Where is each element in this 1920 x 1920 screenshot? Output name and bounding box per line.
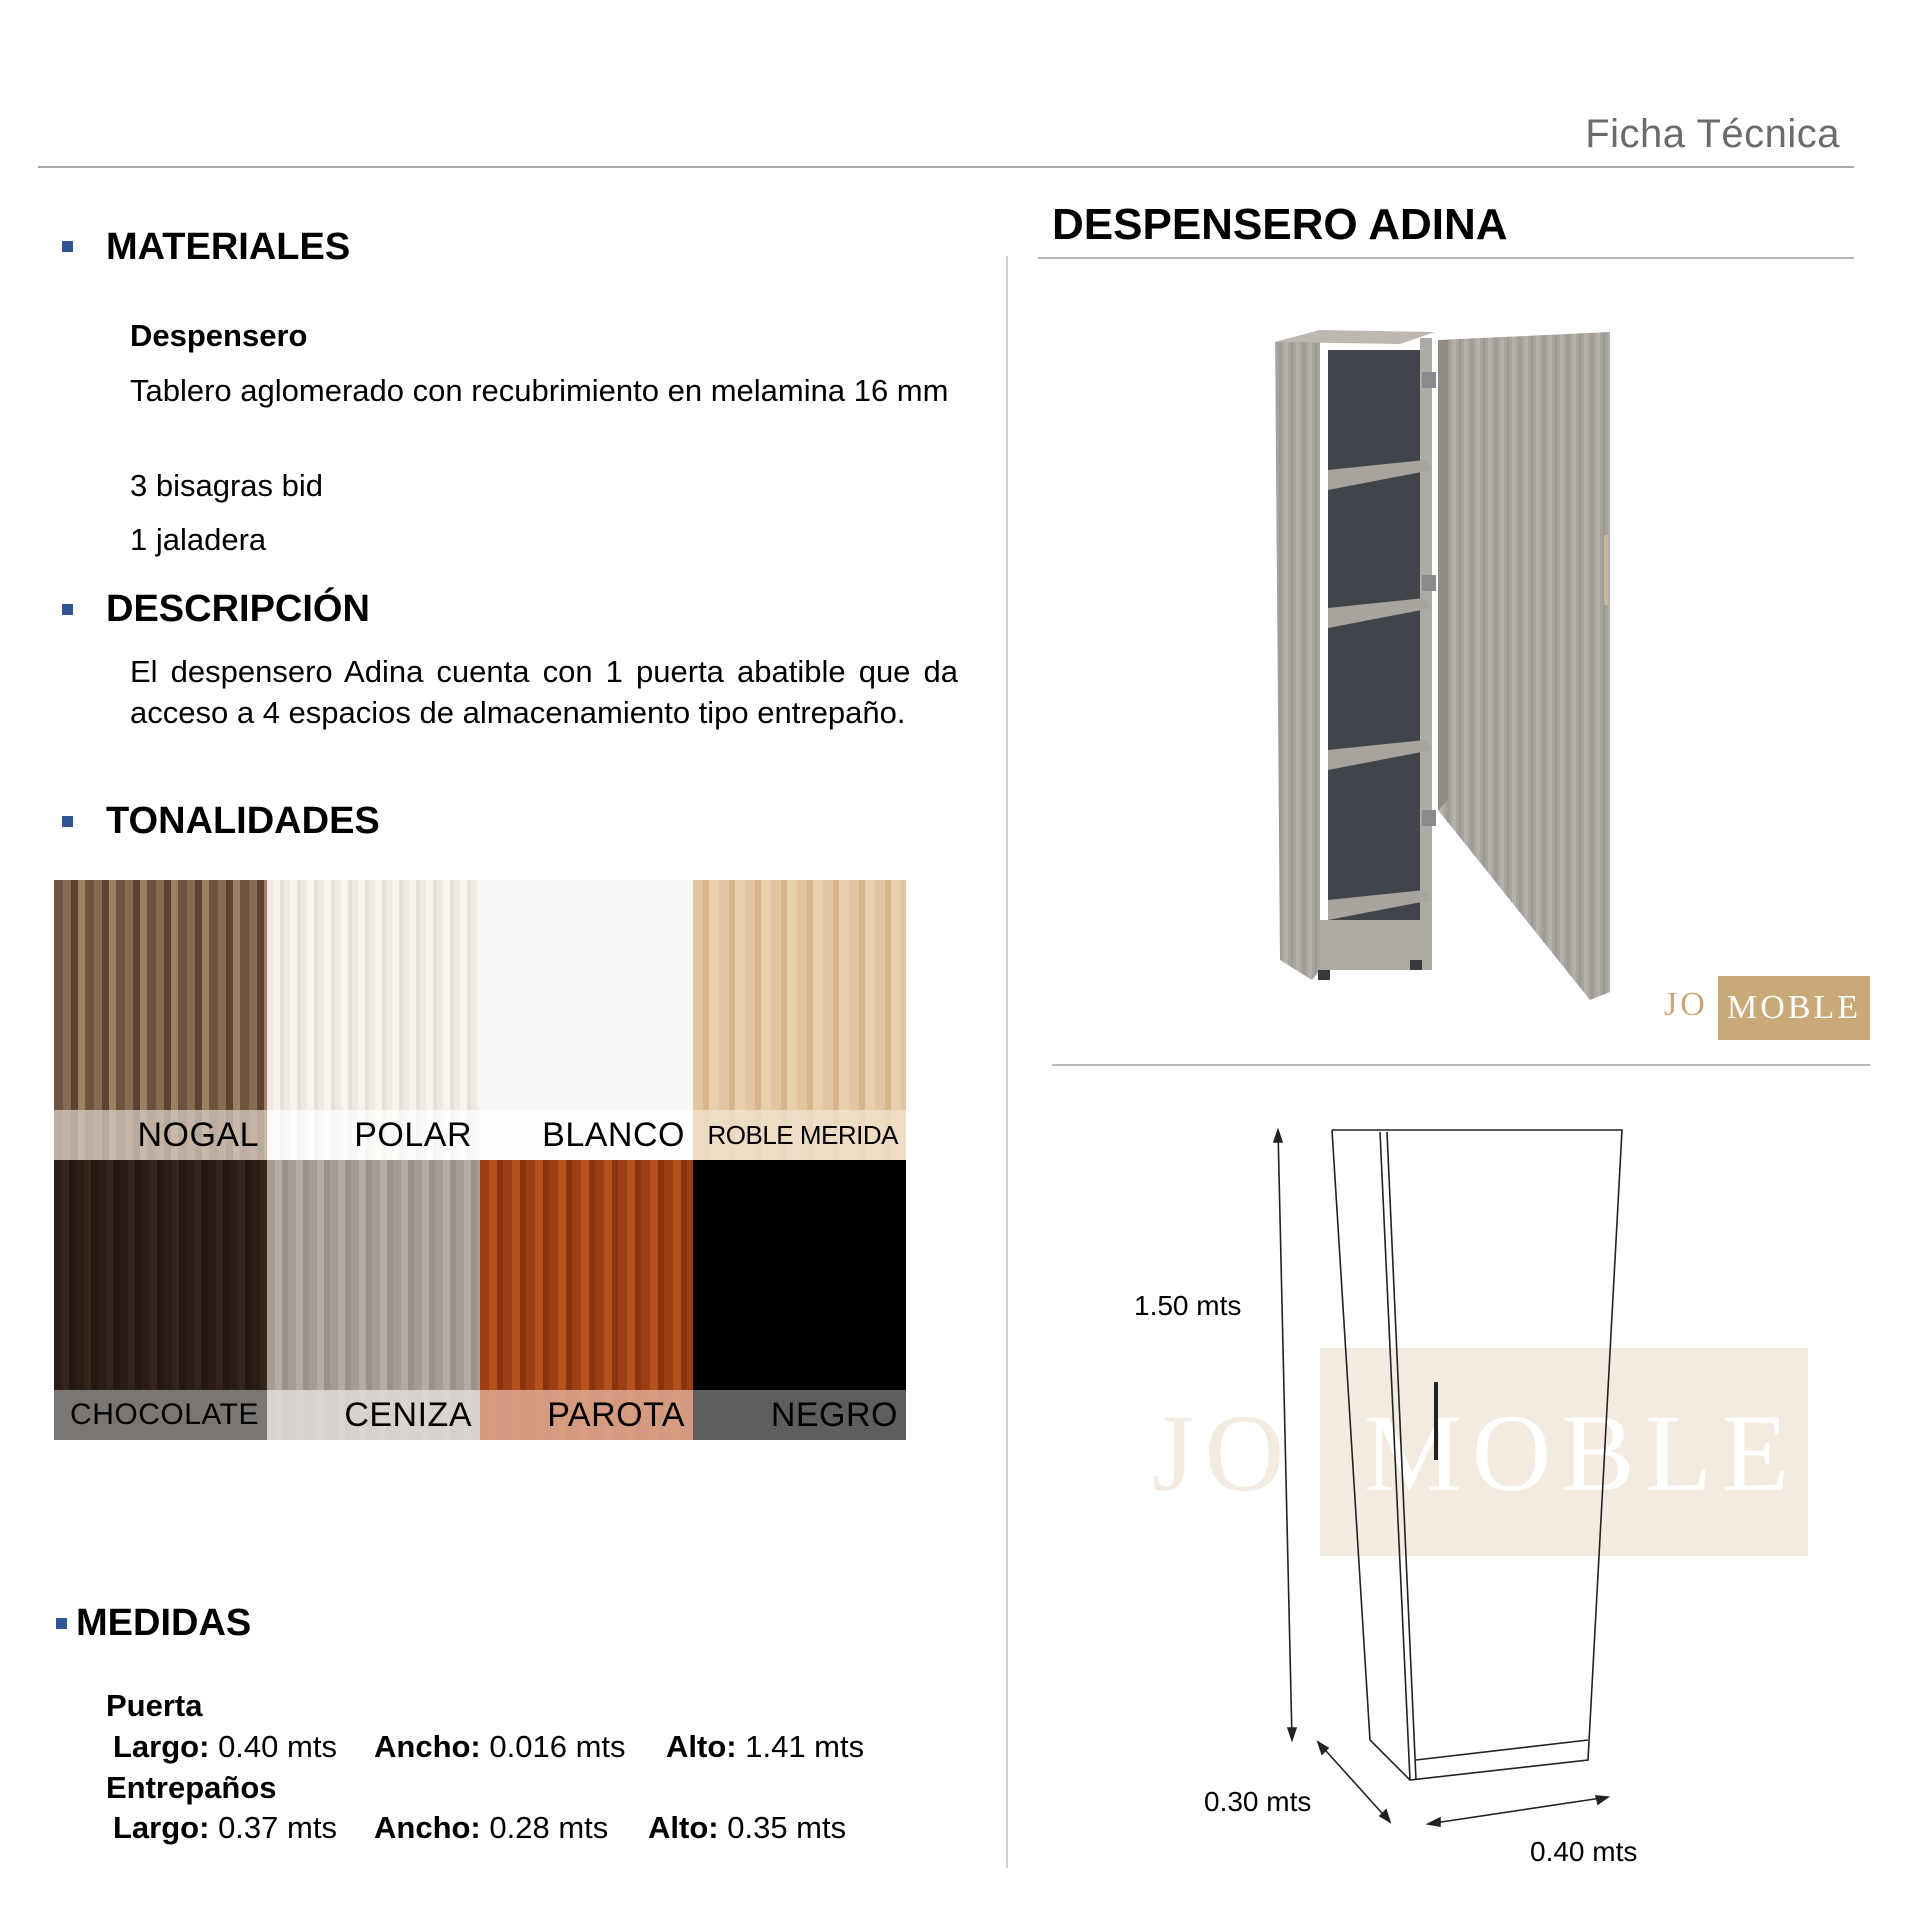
largo-label: Largo: bbox=[113, 1810, 210, 1845]
title-divider bbox=[1038, 257, 1854, 259]
product-title: DESPENSERO ADINA bbox=[1052, 200, 1508, 249]
swatch-ceniza bbox=[267, 1160, 480, 1440]
swatch-label: POLAR bbox=[267, 1110, 480, 1160]
puerta-dimensions bbox=[374, 1729, 626, 1765]
puerta-dimensions bbox=[113, 1729, 337, 1765]
swatch-negro bbox=[693, 1160, 906, 1440]
swatch-grid bbox=[54, 880, 906, 1480]
bullet-icon bbox=[62, 241, 73, 252]
swatch-chocolate bbox=[54, 1160, 267, 1440]
swatch-label: BLANCO bbox=[480, 1110, 693, 1160]
swatch-roble-merida bbox=[693, 880, 906, 1160]
medidas-heading: MEDIDAS bbox=[76, 1602, 252, 1644]
alto-value: 1.41 mts bbox=[745, 1729, 865, 1764]
bullet-icon bbox=[62, 816, 73, 827]
height-dimension-label: 1.50 mts bbox=[1134, 1290, 1242, 1321]
entrepanos-dimensions bbox=[648, 1810, 846, 1846]
tonalidades-heading: TONALIDADES bbox=[106, 800, 380, 842]
ancho-value: 0.28 mts bbox=[489, 1810, 609, 1845]
alto-label: Alto: bbox=[648, 1810, 719, 1845]
entrepanos-dimensions bbox=[113, 1810, 337, 1846]
ancho-label: Ancho: bbox=[374, 1810, 481, 1845]
ancho-value: 0.016 mts bbox=[489, 1729, 626, 1764]
swatch-label: CHOCOLATE bbox=[54, 1390, 267, 1440]
dimension-drawing bbox=[1260, 1120, 1680, 1880]
largo-value: 0.40 mts bbox=[218, 1729, 337, 1764]
puerta-dimensions bbox=[666, 1729, 864, 1765]
swatch-blanco bbox=[480, 880, 693, 1160]
swatch-label: ROBLE MERIDA bbox=[693, 1110, 906, 1160]
swatch-label: CENIZA bbox=[267, 1390, 480, 1440]
brand-logo-moble: MOBLE bbox=[1718, 976, 1870, 1040]
materiales-item: Tablero aglomerado con recubrimiento en melamina 16 mm bbox=[130, 373, 949, 408]
swatch-nogal bbox=[54, 880, 267, 1160]
section-divider bbox=[1052, 1064, 1870, 1066]
puerta-label: Puerta bbox=[106, 1688, 203, 1723]
depth-dimension-label: 0.30 mts bbox=[1204, 1786, 1312, 1817]
bullet-icon bbox=[56, 1618, 67, 1629]
entrepanos-dimensions bbox=[374, 1810, 608, 1846]
materiales-subtitle: Despensero bbox=[130, 318, 308, 353]
column-divider bbox=[1006, 256, 1008, 1868]
ancho-label: Ancho: bbox=[374, 1729, 481, 1764]
width-dimension-label: 0.40 mts bbox=[1530, 1836, 1638, 1867]
product-photo bbox=[1260, 320, 1660, 1010]
largo-value: 0.37 mts bbox=[218, 1810, 337, 1845]
watermark-moble: MOBLE bbox=[1364, 1392, 1799, 1514]
swatch-label: NOGAL bbox=[54, 1110, 267, 1160]
materiales-item: 3 bisagras bid bbox=[130, 468, 324, 503]
descripcion-text: El despensero Adina cuenta con 1 puerta abatible que da acceso a 4 espacios de almacenamiento tipo entrepaño. bbox=[130, 654, 958, 730]
alto-value: 0.35 mts bbox=[727, 1810, 847, 1845]
alto-label: Alto: bbox=[666, 1729, 737, 1764]
header-divider bbox=[38, 166, 1854, 168]
brand-logo-jo: JO bbox=[1664, 986, 1708, 1023]
entrepanos-label: Entrepaños bbox=[106, 1770, 277, 1805]
descripcion-heading: DESCRIPCIÓN bbox=[106, 588, 370, 630]
materiales-item: 1 jaladera bbox=[130, 522, 267, 557]
materiales-heading: MATERIALES bbox=[106, 226, 351, 268]
swatch-polar bbox=[267, 880, 480, 1160]
largo-label: Largo: bbox=[113, 1729, 210, 1764]
bullet-icon bbox=[62, 604, 73, 615]
swatch-label: NEGRO bbox=[693, 1390, 906, 1440]
header-title: Ficha Técnica bbox=[1585, 112, 1840, 156]
swatch-label: PAROTA bbox=[480, 1390, 693, 1440]
swatch-parota bbox=[480, 1160, 693, 1440]
watermark-jo: JO bbox=[1152, 1392, 1295, 1514]
